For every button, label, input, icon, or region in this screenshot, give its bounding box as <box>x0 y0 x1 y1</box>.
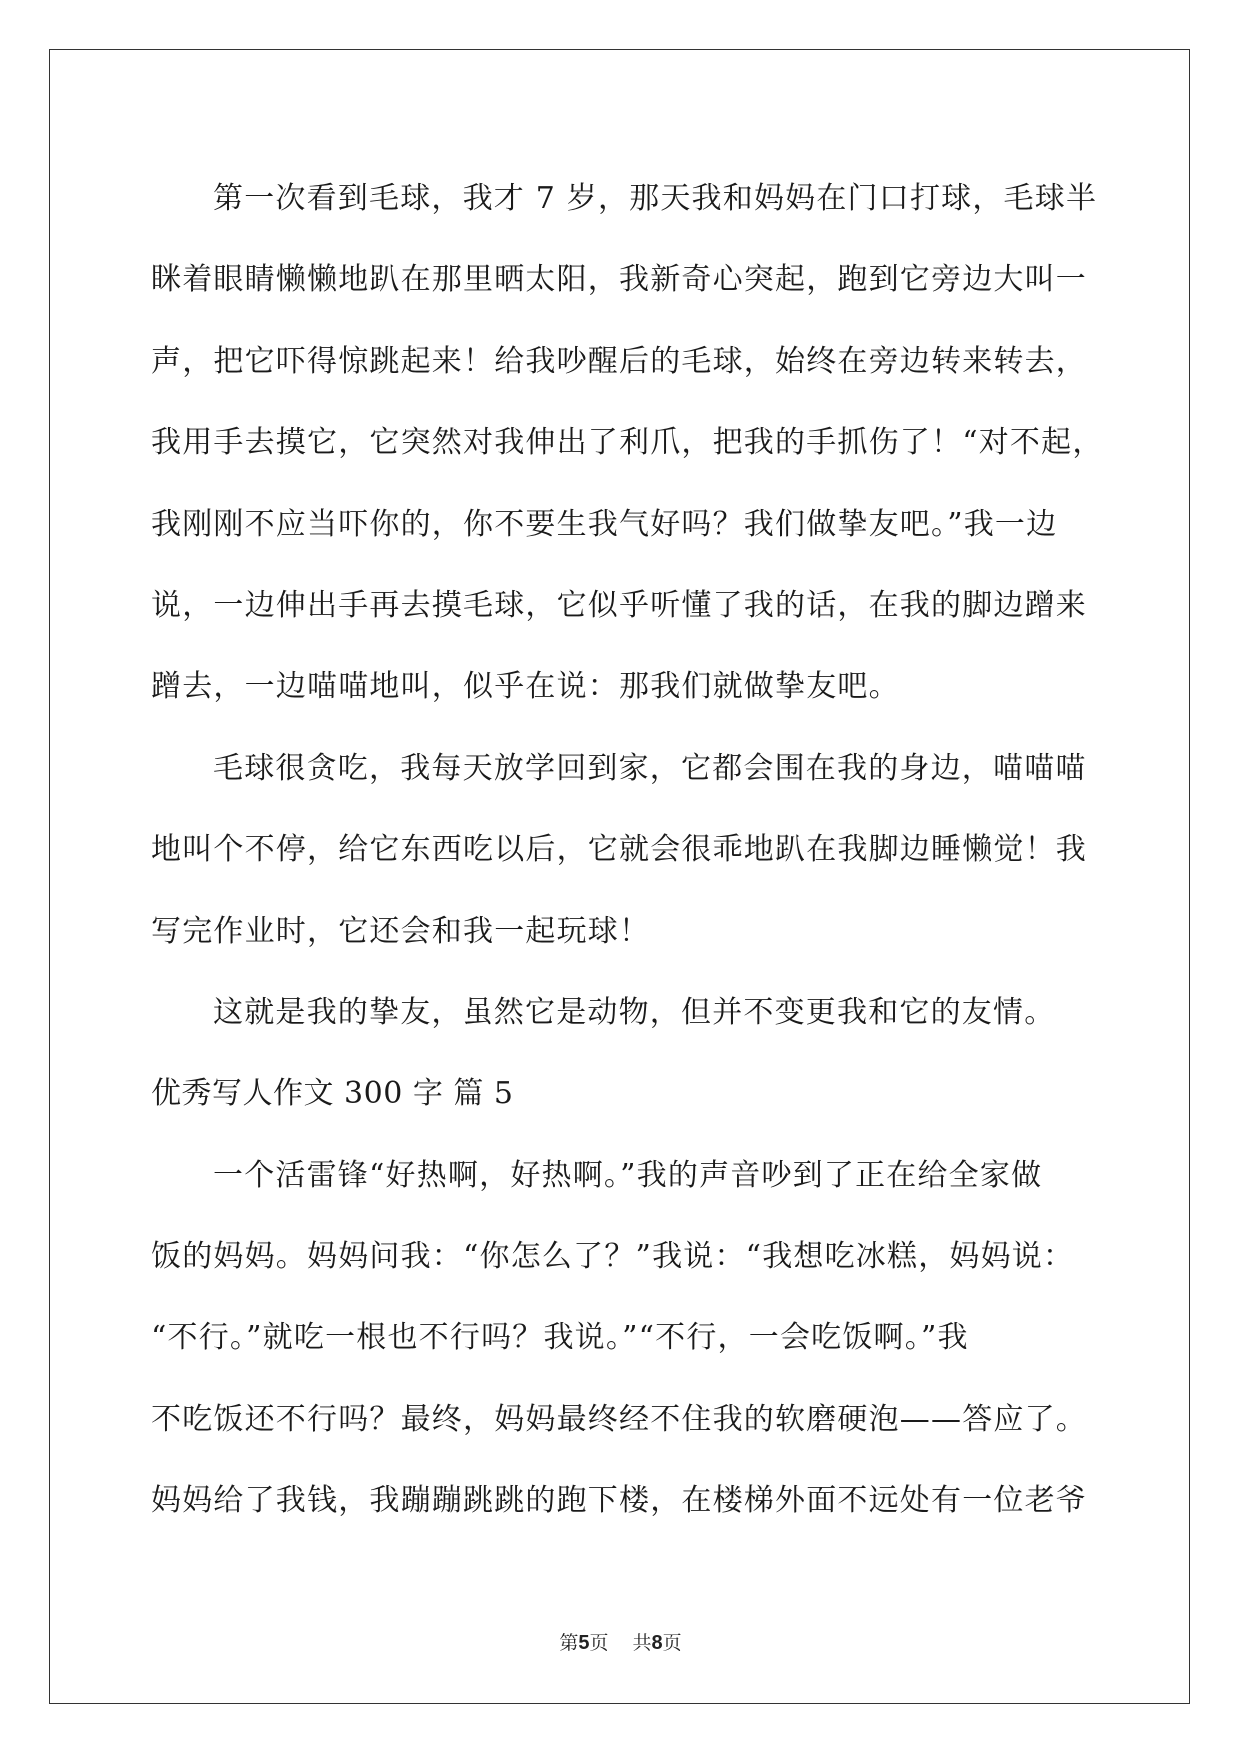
text-line: 不吃饭还不行吗？最终，妈妈最终经不住我的软磨硬泡——答应了。 <box>151 1401 1087 1437</box>
text-line: 毛球很贪吃，我每天放学回到家，它都会围在我的身边，喵喵喵 <box>213 750 1087 786</box>
footer-prefix: 第 <box>559 1632 579 1654</box>
text-line: 一个活雷锋“好热啊，好热啊。”我的声音吵到了正在给全家做 <box>213 1157 1043 1193</box>
current-page-number: 5 <box>578 1632 590 1654</box>
document-body <box>151 158 1104 1542</box>
text-line: 说，一边伸出手再去摸毛球，它似乎听懂了我的话，在我的脚边蹭来 <box>151 587 1087 623</box>
footer-total-prefix: 共 <box>632 1632 652 1654</box>
text-line: 声，把它吓得惊跳起来！给我吵醒后的毛球，始终在旁边转来转去， <box>151 343 1087 379</box>
text-line: “不行。”就吃一根也不行吗？我说。”“不行，一会吃饭啊。”我 <box>151 1320 969 1356</box>
text-line: 蹭去，一边喵喵地叫，似乎在说：那我们就做挚友吧。 <box>151 669 900 705</box>
section-heading: 优秀写人作文 300 字 篇 5 <box>151 1076 514 1112</box>
text-line: 我刚刚不应当吓你的，你不要生我气好吗？我们做挚友吧。”我一边 <box>151 506 1058 542</box>
text-line: 妈妈给了我钱，我蹦蹦跳跳的跑下楼，在楼梯外面不远处有一位老爷 <box>151 1483 1087 1519</box>
footer-page-suffix: 页 <box>589 1632 609 1654</box>
text-line: 我用手去摸它，它突然对我伸出了利爪，把我的手抓伤了！“对不起， <box>151 425 1104 461</box>
text-line: 写完作业时，它还会和我一起玩球！ <box>151 913 651 949</box>
text-line: 这就是我的挚友，虽然它是动物，但并不变更我和它的友情。 <box>213 994 1056 1030</box>
total-pages-number: 8 <box>651 1632 663 1654</box>
text-line: 地叫个不停，给它东西吃以后，它就会很乖地趴在我脚边睡懒觉！我 <box>151 832 1087 868</box>
text-line: 第一次看到毛球，我才 7 岁，那天我和妈妈在门口打球，毛球半 <box>213 181 1098 216</box>
text-line: 眯着眼睛懒懒地趴在那里晒太阳，我新奇心突起，跑到它旁边大叫一 <box>151 262 1087 298</box>
page-footer <box>0 1628 1241 1655</box>
text-line: 饭的妈妈。妈妈问我：“你怎么了？”我说：“我想吃冰糕，妈妈说： <box>151 1239 1075 1275</box>
footer-total-suffix: 页 <box>662 1632 682 1654</box>
